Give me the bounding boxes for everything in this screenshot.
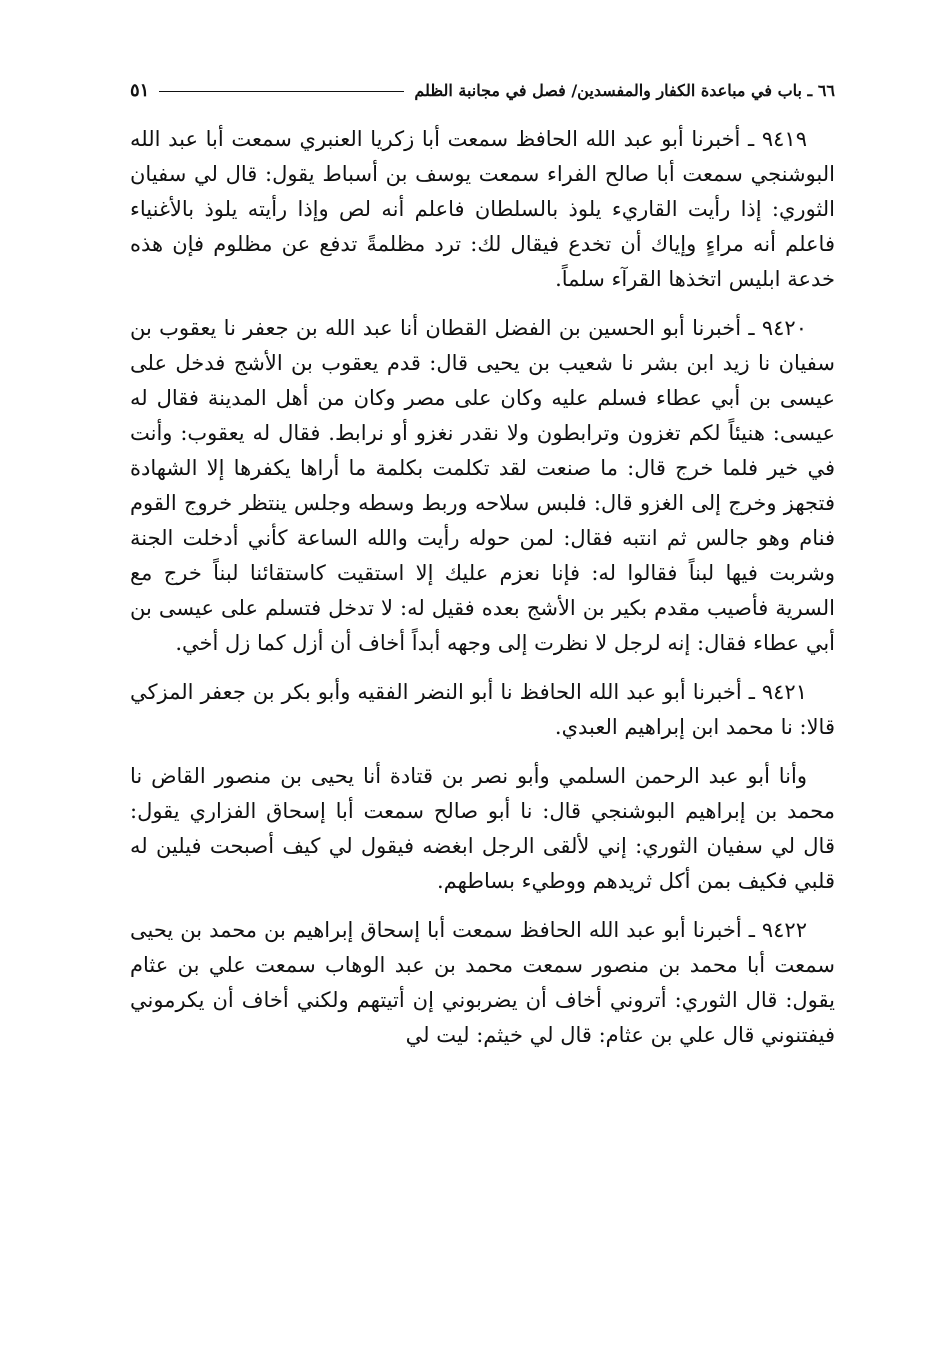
hadith-paragraph: ٩٤٢١ ـ أخبرنا أبو عبد الله الحافظ نا أبو النضر الفقيه وأبو بكر بن جعفر المزكي قالا: نا محمد ابن إبراهيم العبدي. bbox=[130, 680, 835, 739]
hadith-text: وأنا أبو عبد الرحمن السلمي وأبو نصر بن قتادة أنا يحيى بن منصور القاض نا محمد بن إبراهيم البوشنجي قال: نا أبو صالح سمعت أبا إسحاق الفزاري يقول: قال لي سفيان الثوري: إني لألقى الرجل ابغضه فيقول لي كيف أصبحت فيلين له قلبي فكيف بمن أكل ثريدهم ووطيء بساطهم. bbox=[130, 764, 835, 893]
hadith-number: ٩٤٢٠ bbox=[761, 316, 807, 340]
hadith-paragraph: ٩٤١٩ ـ أخبرنا أبو عبد الله الحافظ سمعت أبا زكريا العنبري سمعت أبا عبد الله البوشنجي سمعت أبا صالح الفراء سمعت يوسف بن أسباط يقول: قال لي سفيان الثوري: إذا رأيت القاريء يلوذ بالسلطان فاعلم أنه لص وإذا رأيته يلوذ بالأغنياء فاعلم أنه مراءٍ وإياك أن تخدع فيقال لك: ترد مظلمةً تدفع عن مظلوم فإن هذه خدعة ابليس اتخذها القرآء سلماً. bbox=[130, 127, 835, 291]
hadith-paragraph: ٩٤٢٠ ـ أخبرنا أبو الحسين بن الفضل القطان أنا عبد الله بن جعفر نا يعقوب بن سفيان نا زيد ابن بشر نا شعيب بن يحيى قال: قدم يعقوب بن الأشج فدخل على عيسى بن أبي عطاء فسلم عليه وكان على مصر وكان من أهل المدينة فقال له عيسى: هنيئاً لكم تغزون وترابطون ولا نقدر نغزو أو نرابط. فقال له يعقوب: وأنت في خير فلما خرج قال: ما صنعت لقد تكلمت بكلمة ما أراها يكفرها إلا الشهادة فتجهز وخرج إلى الغزو قال: فلبس سلاحه وربط وسطه وجلس ينتظر خروج القوم فنام وهو جالس ثم انتبه فقال: لمن حوله رأيت والله الساعة كأني أدخلت الجنة وشربت فيها لبناً فقالوا له: فإنا نعزم عليك إلا استقيت كاستقائنا لبناً خرج مع السرية فأصيب مقدم بكير بن الأشج بعده فقيل له: لا تدخل فتسلم على عيسى بن أبي عطاء فقال: إنه لرجل لا نظرت إلى وجهه أبداً أخاف أن أزل كما زل أخي. bbox=[130, 316, 835, 655]
hadith-paragraph bbox=[130, 759, 835, 899]
hadith-number: ٩٤١٩ bbox=[761, 127, 807, 151]
header-rule bbox=[159, 91, 404, 92]
hadith-text: أخبرنا أبو عبد الله الحافظ سمعت أبا زكريا العنبري سمعت أبا عبد الله البوشنجي سمعت أبا صالح الفراء سمعت يوسف بن أسباط يقول: قال لي سفيان الثوري: إذا رأيت القاريء يلوذ بالسلطان فاعلم أنه لص وإذا رأيته يلوذ بالأغنياء فاعلم أنه مراءٍ وإياك أن تخدع فيقال لك: ترد مظلمةً تدفع عن مظلوم فإن هذه خدعة ابليس اتخذها القرآء سلماً. bbox=[130, 127, 835, 291]
hadith-text: أخبرنا أبو عبد الله الحافظ سمعت أبا إسحاق إبراهيم بن محمد بن يحيى سمعت أبا محمد بن منصور سمعت محمد بن عبد الوهاب سمعت علي بن عثام يقول: قال الثوري: أتروني أخاف أن يضربوني إن أتيتهم ولكني أخاف أن يكرموني فيفتنوني قال علي بن عثام: قال لي خيثم: ليت لي bbox=[130, 918, 835, 1047]
hadith-text: أخبرنا أبو الحسين بن الفضل القطان أنا عبد الله بن جعفر نا يعقوب بن سفيان نا زيد ابن بشر نا شعيب بن يحيى قال: قدم يعقوب بن الأشج فدخل على عيسى بن أبي عطاء فسلم عليه وكان على مصر وكان من أهل المدينة فقال له عيسى: هنيئاً لكم تغزون وترابطون ولا نقدر نغزو أو نرابط. فقال له يعقوب: وأنت في خير فلما خرج قال: ما صنعت لقد تكلمت بكلمة ما أراها يكفرها إلا الشهادة فتجهز وخرج إلى الغزو قال: فلبس سلاحه وربط وسطه وجلس ينتظر خروج القوم فنام وهو جالس ثم انتبه فقال: لمن حوله رأيت والله الساعة كأني أدخلت الجنة وشربت فيها لبناً فقالوا له: فإنا نعزم عليك إلا استقيت كاستقائنا لبناً خرج مع السرية فأصيب مقدم بكير بن الأشج بعده فقيل له: لا تدخل فتسلم على عيسى بن أبي عطاء فقال: إنه لرجل لا نظرت إلى وجهه أبداً أخاف أن أزل كما زل أخي. bbox=[130, 316, 835, 655]
running-header bbox=[130, 78, 835, 104]
chapter-title: ٦٦ ـ باب في مباعدة الكفار والمفسدين/ فصل في مجانبة الظلم bbox=[414, 81, 835, 100]
hadith-number: ٩٤٢١ bbox=[761, 680, 807, 704]
hadith-paragraph: ٩٤٢٢ ـ أخبرنا أبو عبد الله الحافظ سمعت أبا إسحاق إبراهيم بن محمد بن يحيى سمعت أبا محمد بن منصور سمعت محمد بن عبد الوهاب سمعت علي بن عثام يقول: قال الثوري: أتروني أخاف أن يضربوني إن أتيتهم ولكني أخاف أن يكرموني فيفتنوني قال علي بن عثام: قال لي خيثم: ليت لي bbox=[130, 918, 835, 1047]
page-number: ٥١ bbox=[130, 80, 150, 101]
book-page bbox=[130, 78, 835, 1067]
hadith-number: ٩٤٢٢ bbox=[761, 918, 807, 942]
hadith-text: أخبرنا أبو عبد الله الحافظ نا أبو النضر الفقيه وأبو بكر بن جعفر المزكي قالا: نا محمد ابن إبراهيم العبدي. bbox=[130, 680, 835, 739]
